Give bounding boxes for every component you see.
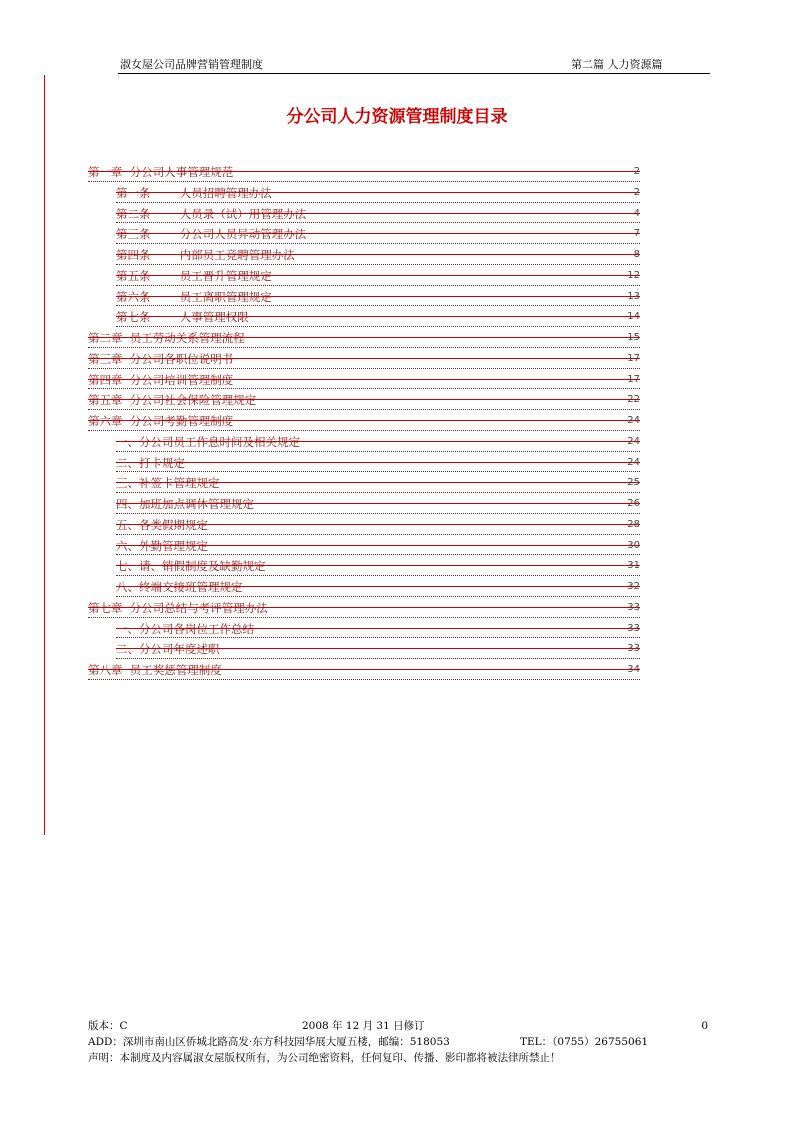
toc-entry-page: 33 — [627, 643, 640, 655]
toc-entry-page: 13 — [627, 290, 640, 302]
toc-entry[interactable] — [88, 389, 640, 410]
footer-revision-date: 2008 年 12 月 31 日修订 — [302, 1020, 425, 1032]
toc-entry-label: 四、加班加点调休管理规定 — [116, 497, 254, 511]
toc-entry[interactable] — [116, 223, 640, 244]
toc-entry[interactable] — [116, 306, 640, 327]
toc-entry[interactable] — [88, 369, 640, 390]
toc-entry-page: 17 — [627, 352, 640, 364]
toc-entry[interactable] — [116, 203, 640, 224]
toc-entry-page: 30 — [627, 539, 640, 551]
table-of-contents — [88, 161, 640, 680]
strikethrough-line — [116, 213, 640, 214]
toc-entry-page: 33 — [627, 622, 640, 634]
header-doc-title: 淑女屋公司品牌营销管理制度 — [120, 58, 263, 71]
toc-entry-label: 第七章 分公司总结与考评管理办法 — [88, 600, 268, 615]
toc-entry-label: 第三章 分公司各职位说明书 — [88, 351, 234, 366]
toc-entry-page: 32 — [627, 581, 640, 592]
toc-entry[interactable] — [88, 597, 640, 618]
strikethrough-line — [116, 628, 640, 629]
toc-entry-label: 第八章 员工奖惩管理制度 — [88, 663, 222, 677]
toc-entry[interactable] — [116, 555, 640, 576]
toc-entry-label: 第五章 分公司社会保险管理规定 — [88, 393, 257, 408]
strikethrough-line — [116, 441, 640, 442]
strikethrough-line — [116, 586, 640, 587]
toc-entry-page: 34 — [627, 664, 640, 675]
toc-entry-page: 25 — [627, 477, 640, 489]
toc-entry[interactable] — [116, 618, 640, 639]
strikethrough-line — [116, 503, 640, 504]
toc-entry-label: 第一章 分公司人事管理规范 — [88, 165, 234, 179]
toc-entry-page: 14 — [627, 311, 640, 323]
toc-entry-label: 二、打卡规定 — [116, 455, 185, 470]
toc-entry-page: 12 — [627, 269, 640, 281]
toc-entry-label: 第一条 人员招聘管理办法 — [116, 185, 272, 200]
strikethrough-line — [116, 316, 640, 317]
toc-entry[interactable] — [116, 514, 640, 535]
toc-entry-label: 三、补签卡管理规定 — [116, 476, 220, 491]
strikethrough-line — [116, 233, 640, 234]
strikethrough-line — [88, 669, 640, 670]
strikethrough-line — [116, 524, 640, 525]
toc-entry-page: 26 — [627, 498, 640, 509]
footer-page-number: 0 — [701, 1020, 708, 1032]
strikethrough-line — [88, 420, 640, 421]
toc-entry[interactable] — [116, 286, 640, 307]
toc-entry-label: 一、分公司各岗位工作总结 — [116, 621, 254, 636]
toc-entry-label: 第七条 人事管理权限 — [116, 310, 249, 325]
footer-version: 版本：C — [88, 1020, 128, 1032]
strikethrough-line — [116, 462, 640, 463]
toc-entry[interactable] — [116, 431, 640, 452]
toc-entry[interactable] — [88, 659, 640, 680]
toc-entry-label: 第二条 人员录（试）用管理办法 — [116, 206, 307, 221]
toc-entry-page: 2 — [633, 166, 640, 177]
strikethrough-line — [116, 275, 640, 276]
footer-address: ADD：深圳市南山区侨城北路高发·东方科技园华展大厦五楼，邮编：518053 — [88, 1036, 450, 1048]
strikethrough-line — [88, 358, 640, 359]
toc-entry[interactable] — [116, 535, 640, 556]
toc-entry[interactable] — [116, 576, 640, 597]
toc-entry-label: 七、请、销假制度及缺勤规定 — [116, 559, 266, 574]
page-title: 分公司人力资源管理制度目录 — [286, 107, 508, 127]
footer-telephone: TEL：（0755）26755061 — [520, 1036, 649, 1048]
toc-entry-page: 2 — [633, 186, 640, 198]
toc-entry-page: 7 — [633, 228, 640, 240]
toc-entry-label: 第六条 员工离职管理规定 — [116, 289, 272, 304]
toc-entry-label: 八、终端交接班管理规定 — [116, 580, 243, 594]
toc-entry-page: 24 — [627, 456, 640, 468]
toc-entry-label: 第四条 内部员工竞聘管理办法 — [116, 248, 295, 262]
toc-entry-page: 33 — [627, 601, 640, 613]
toc-entry-label: 第二章 员工劳动关系管理流程 — [88, 331, 245, 345]
strikethrough-line — [88, 399, 640, 400]
toc-entry[interactable] — [116, 182, 640, 203]
toc-entry-label: 五、各类假期规定 — [116, 517, 208, 532]
toc-entry-page: 17 — [627, 373, 640, 385]
strikethrough-line — [88, 171, 640, 172]
strikethrough-line — [88, 607, 640, 608]
toc-entry[interactable] — [116, 472, 640, 493]
toc-entry-label: 第五条 员工晋升管理规定 — [116, 268, 272, 283]
margin-change-bar — [44, 75, 45, 835]
strikethrough-line — [116, 648, 640, 649]
strikethrough-line — [88, 337, 640, 338]
strikethrough-line — [116, 482, 640, 483]
toc-entry-page: 8 — [633, 249, 640, 260]
strikethrough-line — [88, 379, 640, 380]
toc-entry-page: 22 — [627, 394, 640, 406]
page-footer — [88, 1018, 708, 1066]
toc-entry-label: 二、分公司年度述职 — [116, 642, 220, 657]
toc-entry-page: 31 — [627, 560, 640, 572]
toc-entry-label: 六、外勤管理规定 — [116, 538, 208, 553]
toc-entry-page: 4 — [633, 207, 640, 219]
toc-entry[interactable] — [88, 161, 640, 182]
footer-statement: 声明：本制度及内容属淑女屋版权所有，为公司绝密资料，任何复印、传播、影印都将被法律所禁止！ — [88, 1052, 561, 1064]
toc-entry[interactable] — [116, 265, 640, 286]
toc-entry-page: 28 — [627, 518, 640, 530]
strikethrough-line — [116, 545, 640, 546]
toc-entry[interactable] — [116, 638, 640, 659]
toc-entry-label: 一、分公司员工作息时间及相关规定 — [116, 434, 300, 449]
strikethrough-line — [116, 296, 640, 297]
toc-entry[interactable] — [116, 452, 640, 473]
toc-entry[interactable] — [88, 327, 640, 348]
toc-entry[interactable] — [88, 348, 640, 369]
toc-entry[interactable] — [116, 244, 640, 265]
toc-entry-label: 第三条 分公司人员异动管理办法 — [116, 227, 307, 242]
strikethrough-line — [116, 254, 640, 255]
toc-entry-page: 24 — [627, 415, 640, 426]
toc-entry-label: 第四章 分公司培训管理制度 — [88, 372, 234, 387]
toc-entry-page: 15 — [627, 332, 640, 343]
toc-entry[interactable] — [88, 410, 640, 431]
toc-entry-page: 24 — [627, 435, 640, 447]
header-rule — [118, 73, 710, 74]
toc-entry-label: 第六章 分公司考勤管理制度 — [88, 414, 234, 428]
header-section-title: 第二篇 人力资源篇 — [571, 58, 663, 71]
strikethrough-line — [116, 192, 640, 193]
strikethrough-line — [116, 565, 640, 566]
toc-entry[interactable] — [116, 493, 640, 514]
